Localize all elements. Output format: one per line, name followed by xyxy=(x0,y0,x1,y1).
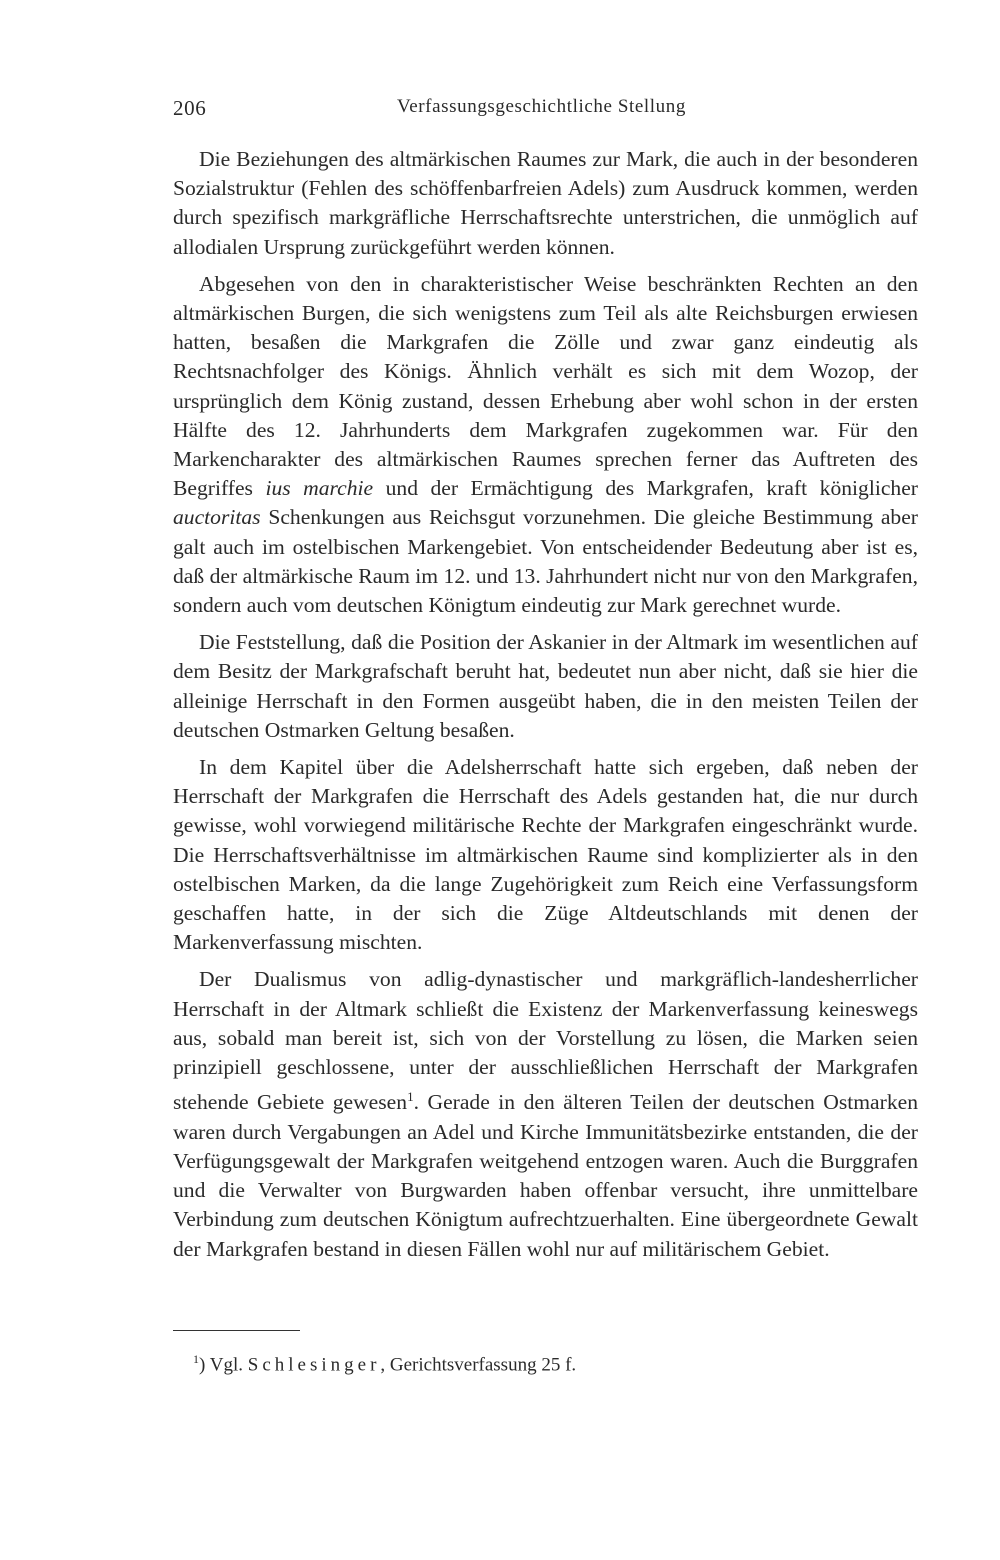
paragraph-4-text: In dem Kapitel über die Adelsherrschaft hatte sich ergeben, daß neben der Herrschaft der Markgrafen die Herrschaft des Adels gestanden hat, die nur durch gewisse, wohl vorwiegend militärische Rechte der Markgrafen eingeschränkt wurde. Die Herrschaftsverhältnisse im altmärkischen Raume sind komplizierter als in den ostelbischen Marken, da die lange Zugehörigkeit zum Reich eine Verfassungsform geschaffen hatte, in der sich die Züge Altdeutschlands mit denen der Markenverfassung mischten. xyxy=(173,755,918,955)
page-number: 206 xyxy=(173,96,207,120)
paragraph-2-text-b: und der Ermächtigung des Markgrafen, kraft königlicher xyxy=(385,476,918,501)
paragraph-2 xyxy=(173,270,918,620)
paragraph-1 xyxy=(173,145,918,262)
footnote-author: Schlesinger xyxy=(247,1354,381,1376)
running-head xyxy=(173,96,918,126)
footnote-reference[interactable]: 1 xyxy=(407,1089,414,1105)
body-text xyxy=(173,145,918,1272)
paragraph-2-text-c: Schenkungen aus Reichsgut vorzunehmen. Die gleiche Bestimmung aber galt auch im ostelbischen Markengebiet. Von entscheidender Bedeutung aber ist es, daß der altmärkische Raum im 12. und 13. Jahrhundert nicht nur von den Markgrafen, sondern auch vom deutschen Königtum eindeutig zur Mark gerechnet wurde. xyxy=(173,505,918,618)
paragraph-5-text-b: . Gerade in den älteren Teilen der deutschen Ostmarken waren durch Vergabungen an Adel und Kirche Immunitätsbezirke entstanden, die der Verfügungsgewalt der Markgrafen weitgehend entzogen waren. Auch die Burggrafen und die Verwalter von Burgwarden haben offenbar versucht, ihre unmittelbare Verbindung zum deutschen Königtum aufrechtzuerhalten. Eine übergeordnete Gewalt der Markgrafen bestand in diesen Fällen wohl nur auf militärischem Gebiet. xyxy=(173,1090,918,1261)
footnote-divider xyxy=(173,1330,300,1331)
footnote-prefix: Vgl. xyxy=(209,1354,243,1376)
footnote-citation: , Gerichtsverfassung 25 f. xyxy=(380,1354,577,1376)
paragraph-5 xyxy=(173,965,918,1263)
paragraph-3-text: Die Feststellung, daß die Position der Askanier in der Altmark im wesentlichen auf dem Besitz der Markgrafschaft beruht hat, bedeutet nun aber nicht, daß sie hier die alleinige Herrschaft in den Formen ausgeübt haben, die in den meisten Teilen der deutschen Ostmarken Geltung besaßen. xyxy=(173,630,918,742)
term-ius-marchie: ius marchie xyxy=(265,476,374,501)
paragraph-4 xyxy=(173,753,918,957)
footnote-marker: 1 xyxy=(193,1352,199,1366)
running-head-title: Verfassungsgeschichtliche Stellung xyxy=(397,96,686,117)
paragraph-1-text: Die Beziehungen des altmärkischen Raumes zur Mark, die auch in der besonderen Sozialstruktur (Fehlen des schöffenbarfreien Adels) zum Ausdruck kommen, werden durch spezifisch markgräfliche Herrschaftsrechte unterstrichen, die unmöglich auf allodialen Ursprung zurückgeführt werden können. xyxy=(173,147,918,259)
paragraph-5-text-a: Der Dualismus von adlig-dynastischer und markgräflich-landesherrlicher Herrschaft in der Altmark schließt die Existenz der Markenverfassung keineswegs aus, sobald man bereit ist, sich von der Vorstellung zu lösen, die Marken seien prinzipiell geschlossene, unter der ausschließlichen Herrschaft der Markgrafen stehende Gebiete gewesen xyxy=(173,967,918,1115)
paragraph-2-text-a: Abgesehen von den in charakteristischer Weise beschränkten Rechten an den altmärkischen Burgen, die sich wenigstens zum Teil als alte Reichsburgen erwiesen hatten, besaßen die Markgrafen die Zölle und zwar ganz eindeutig als Rechtsnachfolger des Königs. Ähnlich verhält es sich mit dem Wozop, der ursprünglich dem König zustand, dessen Erhebung aber wohl schon in der ersten Hälfte des 12. Jahrhunderts dem Markgrafen zugekommen war. Für den Markencharakter des altmärkischen Raumes sprechen ferner das Auftreten des Begriffes xyxy=(173,271,918,501)
paragraph-3 xyxy=(173,628,918,745)
term-auctoritas: auctoritas xyxy=(173,505,261,530)
footnote-marker-paren: ) xyxy=(199,1354,206,1376)
footnote xyxy=(193,1346,576,1378)
